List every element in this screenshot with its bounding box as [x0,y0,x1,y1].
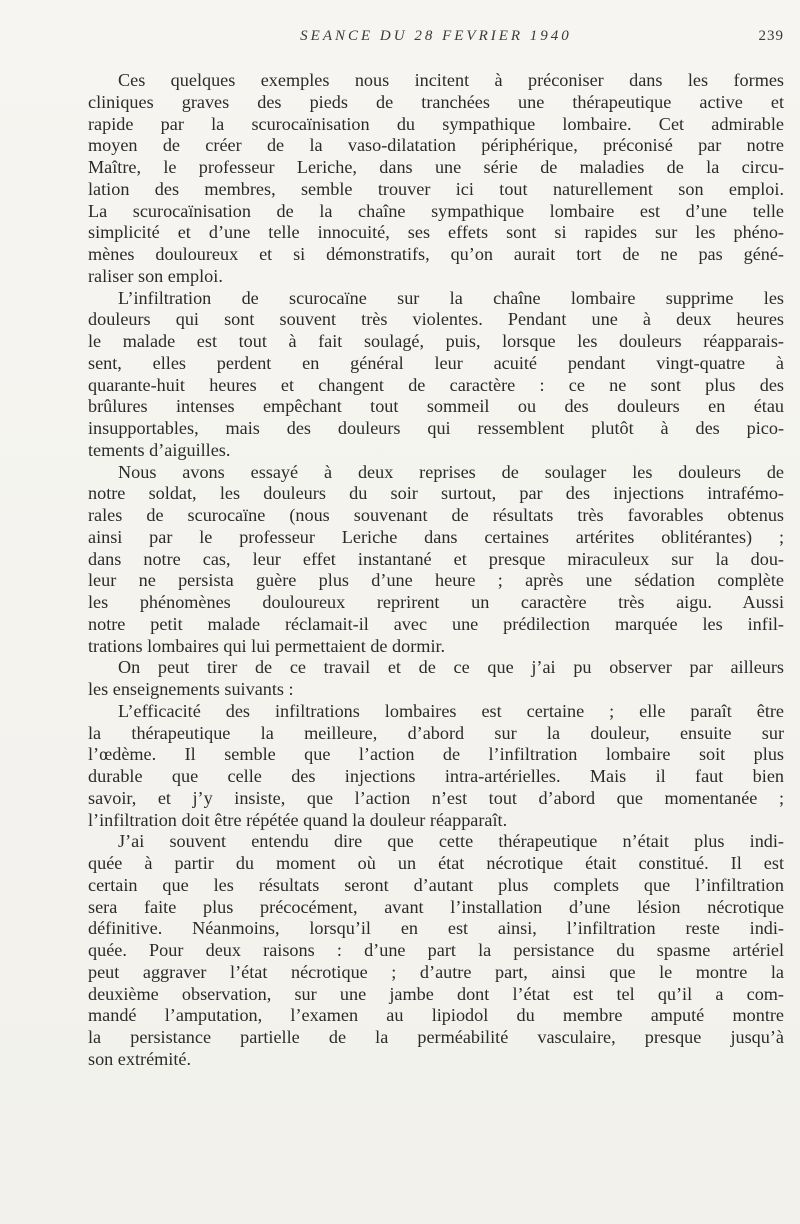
text-line: sent, elles perdent en général leur acuité pendant vingt-quatre à [88,352,784,373]
text-line: insupportables, mais des douleurs qui ressemblent plutôt à des pico- [88,418,784,438]
paragraph [88,831,784,1070]
text-line: mandé l’amputation, l’examen au lipiodol du membre amputé montre [88,1005,784,1026]
paragraph [88,70,784,288]
page-number: 239 [758,28,784,44]
paragraph [88,701,784,832]
text-line: Maître, le professeur Leriche, dans une série de maladies de la circu- [88,157,784,177]
text-line: ainsi par le professeur Leriche dans certaines artérites oblitérantes) ; [88,526,784,547]
paragraph [88,288,784,462]
text-line: cliniques graves des pieds de tranchées une thérapeutique active et [88,91,784,112]
text-line: peut aggraver l’état nécrotique ; d’autre part, ainsi que le montre la [88,961,784,982]
text-line: rapide par la scurocaïnisation du sympathique lombaire. Cet admirable [88,113,784,134]
text-line: douleurs qui sont souvent très violentes. Pendant une à deux heures [88,309,784,330]
text-line: définitive. Néanmoins, lorsqu’il en est ainsi, l’infiltration reste indi- [88,918,784,939]
text-line: sera faite plus précocément, avant l’installation d’une lésion nécrotique [88,896,784,917]
text-line: simplicité et d’une telle innocuité, ses effets sont si rapides sur les phéno- [88,222,784,243]
text-line: La scurocaïnisation de la chaîne sympathique lombaire est d’une telle [88,200,784,221]
paragraph [88,462,784,658]
text-line: certain que les résultats seront d’autant plus complets que l’infiltration [88,874,784,895]
text-line: Nous avons essayé à deux reprises de soulager les douleurs de [118,461,784,482]
text-line: notre petit malade réclamait-il avec une prédilection marquée les infil- [88,613,784,634]
text-line: l’œdème. Il semble que l’action de l’infiltration lombaire soit plus [88,744,784,765]
text-line: raliser son emploi. [88,265,223,286]
text-line: L’infiltration de scurocaïne sur la chaîne lombaire supprime les [118,287,784,308]
running-header [88,28,784,52]
text-line: savoir, et j’y insiste, que l’action n’est tout d’abord que momentanée ; [88,787,784,808]
body-text [88,70,784,1071]
text-line: mènes douloureux et si démonstratifs, qu’on aurait tort de ne pas géné- [88,244,784,264]
text-line: On peut tirer de ce travail et de ce que j’ai pu observer par ailleurs [118,657,784,678]
text-line: quarante-huit heures et changent de caractère : ce ne sont plus des [88,374,784,395]
text-line: deuxième observation, sur une jambe dont l’état est tel qu’il a com- [88,983,784,1004]
text-line: trations lombaires qui lui permettaient de dormir. [88,635,446,656]
text-line: son extrémité. [88,1048,192,1069]
running-title: SEANCE DU 28 FEVRIER 1940 [300,28,572,44]
text-line: la persistance partielle de la perméabilité vasculaire, presque jusqu’à [88,1027,784,1047]
paragraph [88,657,784,701]
text-line: rales de scurocaïne (nous souvenant de résultats très favorables obtenus [88,505,784,525]
text-line: Ces quelques exemples nous incitent à préconiser dans les formes [118,70,784,90]
text-line: L’efficacité des infiltrations lombaires est certaine ; elle paraît être [118,700,784,721]
text-line: la thérapeutique la meilleure, d’abord sur la douleur, ensuite sur [88,722,784,743]
text-line: moyen de créer de la vaso-dilatation périphérique, préconisé par notre [88,135,784,156]
text-line: brûlures intenses empêchant tout sommeil ou des douleurs en étau [88,396,784,417]
text-line: les phénomènes douloureux reprirent un caractère très aigu. Aussi [88,592,784,612]
text-line: quée à partir du moment où un état nécrotique était constitué. Il est [88,853,784,873]
text-line: J’ai souvent entendu dire que cette thérapeutique n’était plus indi- [118,831,784,852]
text-line: tements d’aiguilles. [88,439,231,460]
text-line: notre soldat, les douleurs du soir surtout, par des injections intrafémo- [88,483,784,504]
text-line: le malade est tout à fait soulagé, puis, lorsque les douleurs réapparais- [88,331,784,351]
text-line: quée. Pour deux raisons : d’une part la persistance du spasme artériel [88,940,784,960]
text-line: leur ne persista guère plus d’une heure ; après une sédation complète [88,570,784,591]
text-line: l’infiltration doit être répétée quand la douleur réapparaît. [88,809,508,830]
text-line: durable que celle des injections intra-artérielles. Mais il faut bien [88,766,784,786]
text-line: dans notre cas, leur effet instantané et presque miraculeux sur la dou- [88,548,784,569]
text-line: les enseignements suivants : [88,679,294,699]
text-line: lation des membres, semble trouver ici tout naturellement son emploi. [88,178,784,199]
